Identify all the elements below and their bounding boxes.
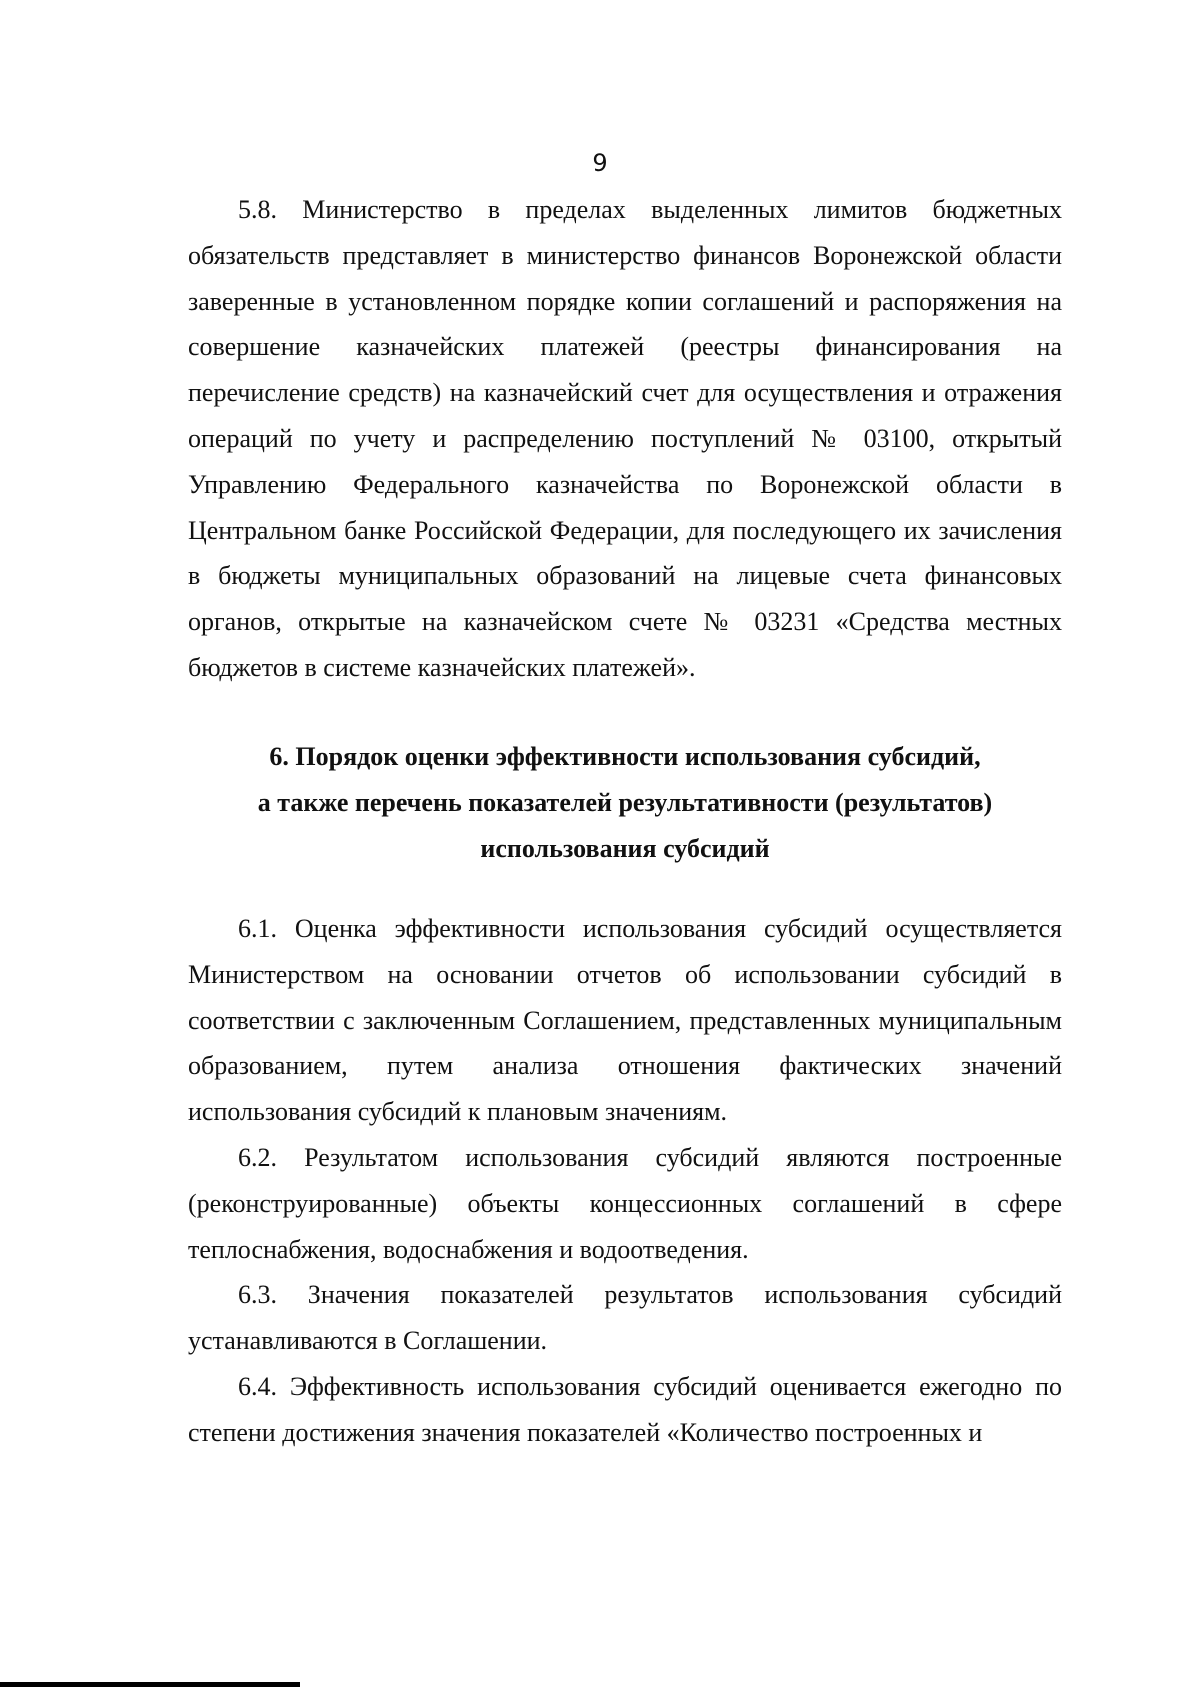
paragraph-6-2: 6.2. Результатом использования субсидий являются построенные (реконструированные) объекты концессионных соглашений в сфере теплоснабжения, водоснабжения и водоотведения. [188,1142,1062,1264]
section-5-body [188,187,1062,691]
bottom-rule-line [0,1682,300,1687]
heading-line-2: а также перечень показателей результативности (результатов) [257,788,993,817]
section-6-body [188,906,1062,1456]
heading-line-1: 6. Порядок оценки эффективности использования субсидий, [269,742,981,771]
section-6-heading [188,734,1062,872]
paragraph-5-8: 5.8. Министерство в пределах выделенных лимитов бюджетных обязательств представляет в министерство финансов Воронежской области заверенные в установленном порядке копии соглашений и распоряжения на совершение казначейских платежей (реестры финансирования на перечисление средств) на казначейский счет для осуществления и отражения операций по учету и распределению поступлений № 03100, открытый Управлению Федерального казначейства по Воронежской области в Центральном банке Российской Федерации, для последующего их зачисления в бюджеты муниципальных образований на лицевые счета финансовых органов, открытые на казначейском счете № 03231 «Средства местных бюджетов в системе казначейских платежей». [188,195,1062,682]
page-number: 9 [592,149,608,177]
paragraph-6-3: 6.3. Значения показателей результатов использования субсидий устанавливаются в Соглашении. [188,1280,1062,1356]
heading-line-3: использования субсидий [480,834,770,863]
paragraph-6-1: 6.1. Оценка эффективности использования субсидий осуществляется Министерством на основании отчетов об использовании субсидий в соответствии с заключенным Соглашением, представленных муниципальным образованием, путем анализа отношения фактических значений использования субсидий к плановым значениям. [188,914,1062,1127]
paragraph-6-4: 6.4. Эффективность использования субсидий оценивается ежегодно по степени достижения значения показателей «Количество построенных и [188,1371,1062,1447]
